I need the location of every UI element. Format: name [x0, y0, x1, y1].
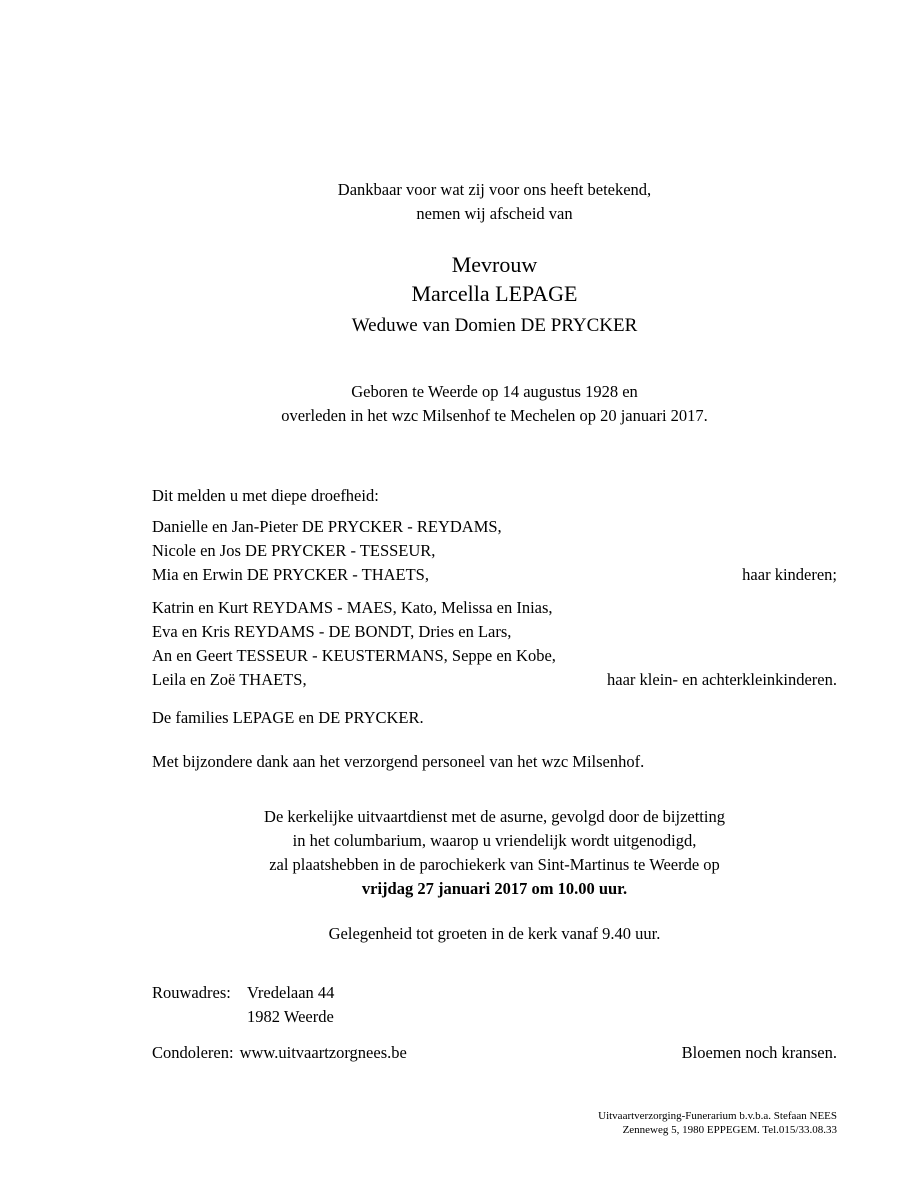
- service-line-2: in het columbarium, waarop u vriendelijk wordt uitgenodigd,: [292, 831, 697, 850]
- condolences-block: [152, 1041, 837, 1065]
- funeral-home-address: Zenneweg 5, 1980 EPPEGEM. Tel.015/33.08.33: [622, 1124, 837, 1136]
- grandchildren-list: [152, 596, 837, 692]
- deceased-name: Marcella LEPAGE: [411, 281, 578, 306]
- intro-line-1: Dankbaar voor wat zij voor ons heeft betekend,: [337, 180, 652, 199]
- life-dates-block: [152, 380, 837, 428]
- mourning-address-label: Rouwadres:: [152, 983, 231, 1002]
- children-relation: haar kinderen;: [742, 565, 837, 584]
- thanks-line: [152, 750, 837, 774]
- death-line: overleden in het wzc Milsenhof te Mechelen op 20 januari 2017.: [281, 406, 708, 425]
- deceased-title: Mevrouw: [451, 252, 538, 277]
- funeral-home-name: Uitvaartverzorging-Funerarium b.v.b.a. Stefaan NEES: [598, 1110, 837, 1122]
- grandchild-line-with-relation: [152, 668, 837, 692]
- announcement-text: Dit melden u met diepe droefheid:: [152, 486, 379, 505]
- announcement-line: [152, 484, 837, 508]
- mourning-address-row: [152, 1005, 837, 1029]
- condolences-website: www.uitvaartzorgnees.be: [239, 1043, 407, 1062]
- condolences-left: [152, 1041, 407, 1065]
- mourning-address-label-spacer: [152, 1005, 247, 1029]
- grandchildren-relation: haar klein- en achterkleinkinderen.: [607, 670, 837, 689]
- families-text: De families LEPAGE en DE PRYCKER.: [152, 708, 424, 727]
- children-list: [152, 515, 837, 587]
- grandchild-line: An en Geert TESSEUR - KEUSTERMANS, Seppe en Kobe,: [152, 646, 556, 665]
- grandchild-line: Eva en Kris REYDAMS - DE BONDT, Dries en Lars,: [152, 622, 512, 641]
- thanks-text: Met bijzondere dank aan het verzorgend personeel van het wzc Milsenhof.: [152, 752, 645, 771]
- child-line-with-relation: [152, 563, 837, 587]
- child-line: Danielle en Jan-Pieter DE PRYCKER - REYDAMS,: [152, 517, 502, 536]
- mourning-address-block: [152, 981, 837, 1029]
- mourning-address-street: Vredelaan 44: [247, 983, 335, 1002]
- deceased-subtitle: Weduwe van Domien DE PRYCKER: [351, 315, 638, 336]
- condolences-label: Condoleren:: [152, 1043, 234, 1062]
- service-datetime: vrijdag 27 januari 2017 om 10.00 uur.: [361, 879, 628, 898]
- mourning-address-row: [152, 981, 837, 1005]
- intro-block: [152, 178, 837, 226]
- child-line: Mia en Erwin DE PRYCKER - THAETS,: [152, 565, 429, 584]
- funeral-home-block: [152, 1109, 837, 1137]
- service-block: [152, 805, 837, 901]
- greeting-text: Gelegenheid tot groeten in de kerk vanaf 9.40 uur.: [328, 924, 661, 943]
- mourning-address-city: 1982 Weerde: [247, 1007, 334, 1026]
- service-line-3: zal plaatshebben in de parochiekerk van Sint-Martinus te Weerde op: [269, 855, 720, 874]
- deceased-header: [152, 250, 837, 339]
- intro-line-2: nemen wij afscheid van: [416, 204, 573, 223]
- birth-line: Geboren te Weerde op 14 augustus 1928 en: [351, 382, 638, 401]
- service-line-1: De kerkelijke uitvaartdienst met de asurne, gevolgd door de bijzetting: [264, 807, 725, 826]
- greeting-line: [152, 922, 837, 946]
- grandchild-line: Katrin en Kurt REYDAMS - MAES, Kato, Melissa en Inias,: [152, 598, 553, 617]
- child-line: Nicole en Jos DE PRYCKER - TESSEUR,: [152, 541, 436, 560]
- grandchild-line: Leila en Zoë THAETS,: [152, 670, 307, 689]
- flowers-note: Bloemen noch kransen.: [681, 1043, 837, 1062]
- families-line: [152, 706, 837, 730]
